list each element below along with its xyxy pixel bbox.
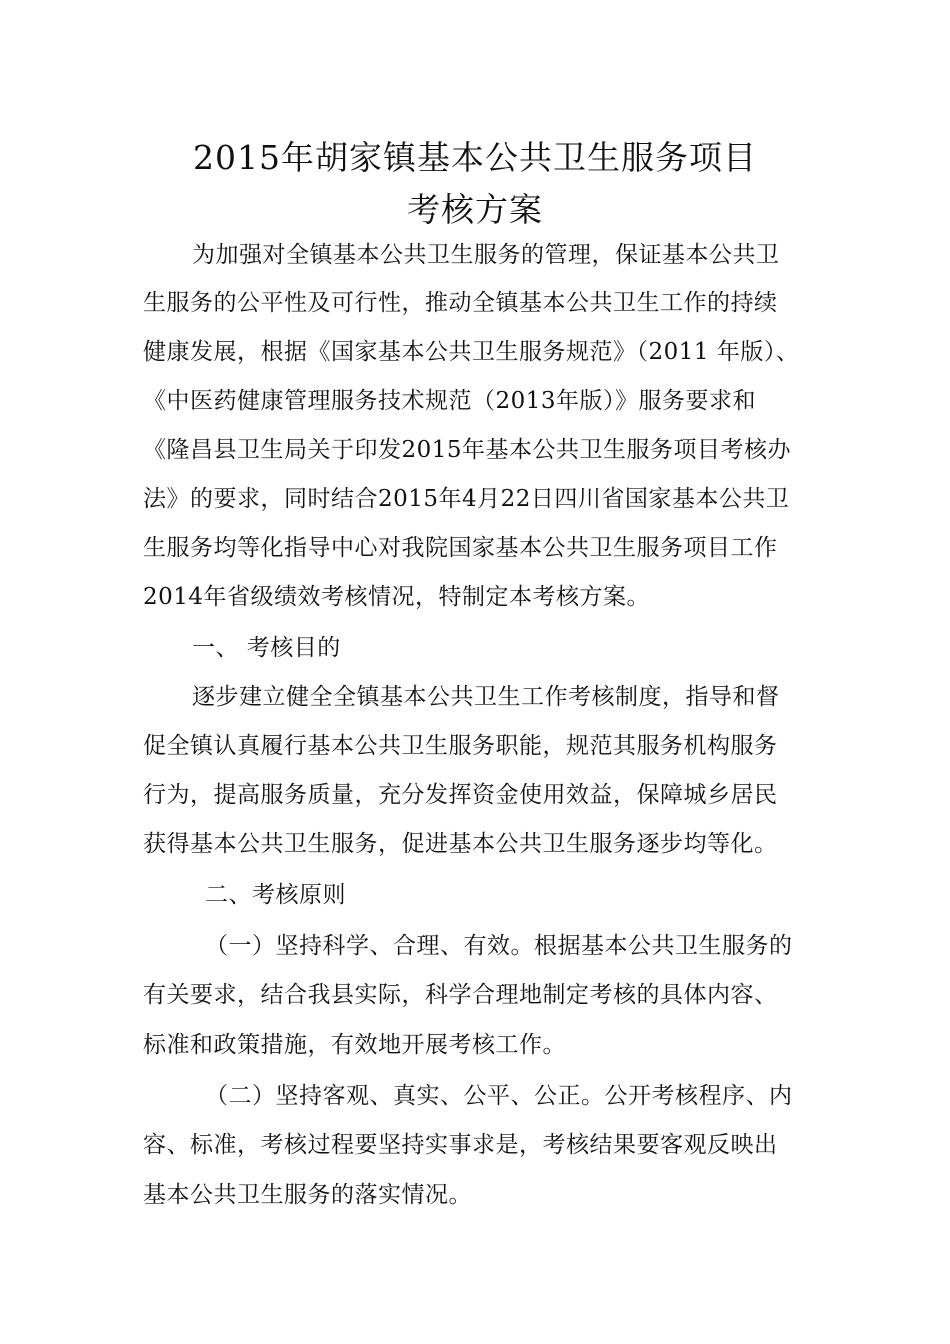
section-heading-1: 一、 考核目的 bbox=[192, 635, 341, 661]
paragraph-principle-1-line-3: 标准和政策措施，有效地开展考核工作。 bbox=[143, 1032, 566, 1058]
paragraph-principle-1-line-1: （一）坚持科学、合理、有效。根据基本公共卫生服务的 bbox=[205, 933, 793, 959]
paragraph-intro-line-2: 生服务的公平性及可行性，推动全镇基本公共卫生工作的持续 bbox=[143, 290, 778, 316]
paragraph-intro-line-7: 生服务均等化指导中心对我院国家基本公共卫生服务项目工作 bbox=[143, 535, 778, 561]
paragraph-purpose-line-3: 行为，提高服务质量，充分发挥资金使用效益，保障城乡居民 bbox=[143, 782, 778, 808]
paragraph-intro-line-5: 《隆昌县卫生局关于印发2015年基本公共卫生服务项目考核办 bbox=[143, 437, 792, 463]
section-heading-2: 二、考核原则 bbox=[205, 882, 346, 908]
paragraph-intro-line-3: 健康发展，根据《国家基本公共卫生服务规范》（2011 年版）、 bbox=[143, 339, 800, 365]
paragraph-intro-line-1: 为加强对全镇基本公共卫生服务的管理，保证基本公共卫 bbox=[192, 242, 780, 268]
document-title-line-2: 考核方案 bbox=[407, 190, 543, 229]
paragraph-purpose-line-1: 逐步建立健全全镇基本公共卫生工作考核制度，指导和督 bbox=[192, 684, 780, 710]
paragraph-principle-2-line-3: 基本公共卫生服务的落实情况。 bbox=[143, 1182, 472, 1208]
paragraph-purpose-line-4: 获得基本公共卫生服务，促进基本公共卫生服务逐步均等化。 bbox=[143, 831, 778, 857]
paragraph-principle-2-line-1: （二）坚持客观、真实、公平、公正。公开考核程序、内 bbox=[205, 1083, 793, 1109]
paragraph-intro-line-6: 法》的要求，同时结合2015年4月22日四川省国家基本公共卫 bbox=[143, 486, 790, 512]
paragraph-intro-line-4: 《中医药健康管理服务技术规范（2013年版）》服务要求和 bbox=[143, 388, 757, 414]
paragraph-principle-2-line-2: 容、标准，考核过程要坚持实事求是，考核结果要客观反映出 bbox=[143, 1132, 778, 1158]
paragraph-intro-line-8: 2014年省级绩效考核情况，特制定本考核方案。 bbox=[143, 584, 651, 610]
paragraph-purpose-line-2: 促全镇认真履行基本公共卫生服务职能，规范其服务机构服务 bbox=[143, 733, 778, 759]
document-title-line-1: 2015年胡家镇基本公共卫生服务项目 bbox=[193, 138, 757, 177]
paragraph-principle-1-line-2: 有关要求，结合我县实际，科学合理地制定考核的具体内容、 bbox=[143, 982, 778, 1008]
